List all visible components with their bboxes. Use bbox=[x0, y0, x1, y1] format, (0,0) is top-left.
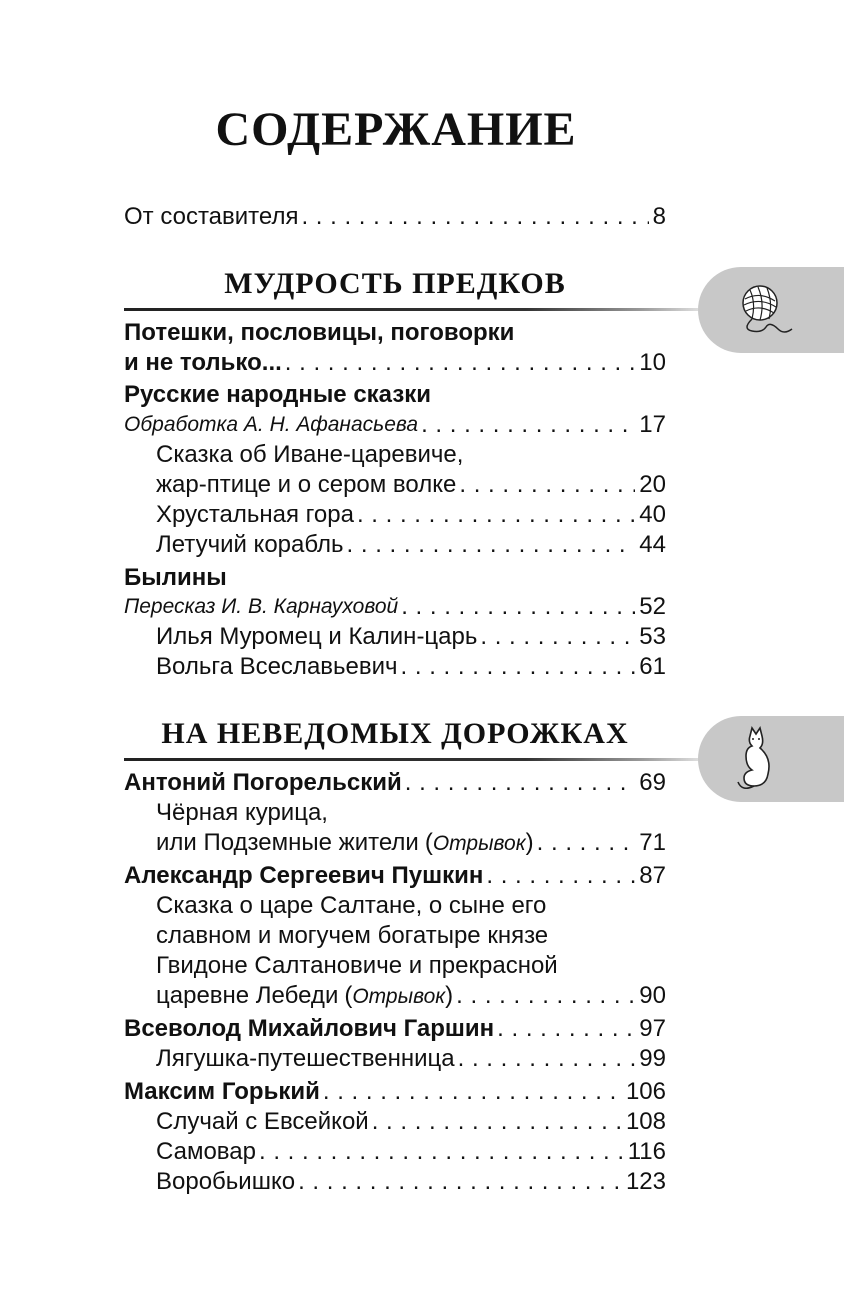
toc-entry[interactable] bbox=[156, 440, 666, 470]
toc-entry[interactable] bbox=[156, 1167, 666, 1197]
entry-page: 106 bbox=[625, 1078, 666, 1105]
section-rule-1 bbox=[124, 308, 698, 311]
entry-label: славном и могучем богатыре князе bbox=[156, 922, 549, 949]
leader-dots bbox=[295, 1167, 622, 1197]
section-tab-2 bbox=[698, 716, 844, 802]
toc-entry[interactable] bbox=[156, 921, 666, 951]
entry-note: Отрывок bbox=[432, 832, 526, 855]
leader-dots bbox=[354, 500, 635, 530]
entry-page: 99 bbox=[639, 1045, 666, 1072]
toc-entry[interactable] bbox=[156, 470, 666, 500]
entry-label: жар-птице и о сером волке bbox=[156, 471, 457, 498]
toc-entry[interactable] bbox=[156, 1044, 666, 1074]
toc-entry[interactable] bbox=[156, 500, 666, 530]
entry-page: 90 bbox=[639, 982, 666, 1009]
entry-page: 8 bbox=[652, 203, 666, 230]
entry-page: 108 bbox=[625, 1108, 666, 1135]
entry-label: Сказка об Иване-царевиче, bbox=[156, 441, 464, 468]
entry-label: Самовар bbox=[156, 1138, 256, 1165]
leader-dots bbox=[455, 1044, 636, 1074]
leader-dots bbox=[344, 530, 636, 560]
entry-label: Максим Горький bbox=[124, 1078, 320, 1105]
toc-entry[interactable] bbox=[124, 380, 666, 410]
leader-dots bbox=[483, 861, 635, 891]
leader-dots bbox=[256, 1137, 624, 1167]
entry-label: Гвидоне Салтановиче и прекрасной bbox=[156, 952, 558, 979]
leader-dots bbox=[398, 592, 635, 622]
section-rule-2 bbox=[124, 758, 698, 761]
entry-label: и не только... bbox=[124, 349, 282, 376]
entry-label: Летучий корабль bbox=[156, 531, 344, 558]
yarn-ball-icon bbox=[732, 277, 802, 343]
leader-dots bbox=[477, 622, 635, 652]
leader-dots bbox=[456, 470, 635, 500]
entry-label: Обработка А. Н. Афанасьева bbox=[124, 413, 419, 436]
toc-entry[interactable] bbox=[124, 318, 666, 348]
entry-page: 61 bbox=[639, 653, 666, 680]
entry-page: 17 bbox=[639, 411, 666, 438]
toc-entry[interactable]: или Подземные жители (Отрывок) . . . 71 bbox=[156, 828, 666, 858]
toc-entry[interactable] bbox=[156, 798, 666, 828]
entry-page: 53 bbox=[639, 623, 666, 650]
entry-page: 97 bbox=[639, 1015, 666, 1042]
entry-label: Хрустальная гора bbox=[156, 501, 354, 528]
leader-dots bbox=[282, 348, 636, 378]
toc-entry[interactable]: царевне Лебеди (Отрывок) . . . 90 bbox=[156, 981, 666, 1011]
toc-entry[interactable] bbox=[124, 768, 666, 798]
toc-entry[interactable] bbox=[156, 652, 666, 682]
toc-entry[interactable] bbox=[124, 592, 666, 622]
toc-entry[interactable] bbox=[124, 410, 666, 440]
section-title-1: МУДРОСТЬ ПРЕДКОВ bbox=[224, 267, 566, 300]
toc-entry[interactable] bbox=[124, 1077, 666, 1107]
entry-page: 20 bbox=[639, 471, 666, 498]
entry-page: 123 bbox=[625, 1168, 666, 1195]
entry-page: 40 bbox=[639, 501, 666, 528]
toc-entry[interactable] bbox=[156, 622, 666, 652]
entry-label: Антоний Погорельский bbox=[124, 769, 402, 796]
leader-dots bbox=[534, 828, 636, 858]
toc-entry[interactable] bbox=[156, 530, 666, 560]
toc-entry[interactable] bbox=[156, 891, 666, 921]
entry-label: Случай с Евсейкой bbox=[156, 1108, 369, 1135]
entry-label: От составителя bbox=[124, 203, 299, 230]
entry-page: 52 bbox=[639, 593, 666, 620]
entry-label: Русские народные сказки bbox=[124, 381, 432, 408]
entry-label: Всеволод Михайлович Гаршин bbox=[124, 1015, 495, 1042]
entry-page: 44 bbox=[639, 531, 666, 558]
leader-dots bbox=[398, 652, 636, 682]
entry-label: Сказка о царе Салтане, о сыне его bbox=[156, 892, 547, 919]
toc-entry[interactable] bbox=[124, 861, 666, 891]
entry-label: царевне Лебеди bbox=[156, 982, 339, 1009]
entry-label: Вольга Всеславьевич bbox=[156, 653, 398, 680]
entry-label: Александр Сергеевич Пушкин bbox=[124, 862, 484, 889]
toc-entry[interactable] bbox=[124, 563, 666, 593]
toc-entry[interactable] bbox=[124, 348, 666, 378]
leader-dots bbox=[402, 768, 636, 798]
cat-icon bbox=[732, 726, 782, 796]
section-title-2: НА НЕВЕДОМЫХ ДОРОЖКАХ bbox=[161, 717, 629, 750]
leader-dots bbox=[494, 1014, 635, 1044]
toc-entry[interactable] bbox=[156, 1107, 666, 1137]
page-title: СОДЕРЖАНИЕ bbox=[215, 103, 577, 156]
toc-entry[interactable] bbox=[156, 1137, 666, 1167]
toc-entry[interactable] bbox=[124, 1014, 666, 1044]
entry-page: 69 bbox=[639, 769, 666, 796]
entry-page: 87 bbox=[639, 862, 666, 889]
leader-dots bbox=[298, 202, 648, 232]
entry-label: Илья Муромец и Калин-царь bbox=[156, 623, 478, 650]
entry-label: Пересказ И. В. Карнауховой bbox=[124, 595, 399, 618]
toc-entry[interactable] bbox=[156, 951, 666, 981]
entry-label: Воробьишко bbox=[156, 1168, 296, 1195]
leader-dots bbox=[418, 410, 635, 440]
leader-dots bbox=[320, 1077, 622, 1107]
entry-label: Былины bbox=[124, 564, 227, 591]
entry-label: Потешки, пословицы, поговорки bbox=[124, 319, 515, 346]
section-tab-1 bbox=[698, 267, 844, 353]
leader-dots bbox=[369, 1107, 622, 1137]
entry-page: 71 bbox=[639, 829, 666, 856]
entry-label: Лягушка-путешественница bbox=[156, 1045, 455, 1072]
entry-label: или Подземные жители bbox=[156, 829, 419, 856]
toc-entry[interactable] bbox=[124, 202, 666, 232]
entry-page: 10 bbox=[639, 349, 666, 376]
entry-note: Отрывок bbox=[352, 985, 446, 1008]
leader-dots bbox=[453, 981, 635, 1011]
entry-page: 116 bbox=[627, 1138, 666, 1165]
entry-label: Чёрная курица, bbox=[156, 799, 328, 826]
